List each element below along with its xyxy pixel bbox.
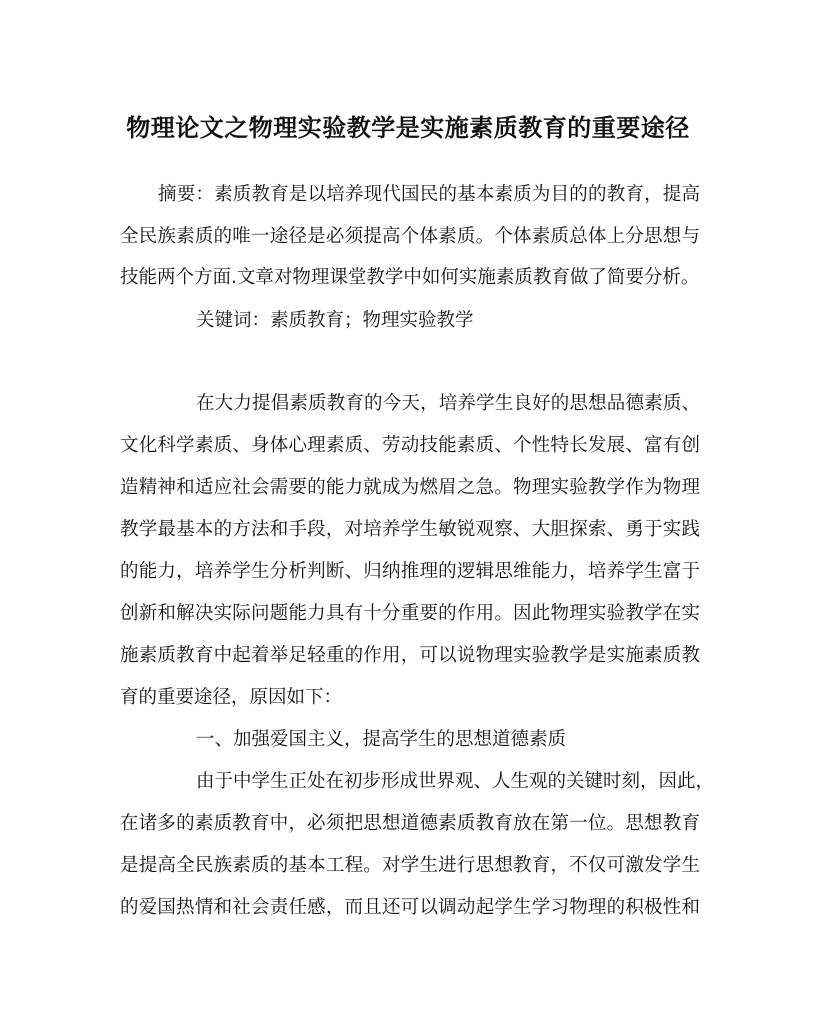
document-title: 物理论文之物理实验教学是实施素质教育的重要途径 bbox=[126, 113, 690, 142]
intro-line: 教学最基本的方法和手段，对培养学生敏锐观察、大胆探索、勇于实践 bbox=[120, 519, 700, 540]
section-heading: 一、加强爱国主义，提高学生的思想道德素质 bbox=[196, 729, 567, 750]
intro-line: 的能力，培养学生分析判断、归纳推理的逻辑思维能力，培养学生富于 bbox=[120, 561, 700, 582]
keywords-line: 关键词：素质教育；物理实验教学 bbox=[196, 310, 474, 331]
section-line: 由于中学生正处在初步形成世界观、人生观的关键时刻，因此， bbox=[196, 771, 715, 792]
abstract-line: 全民族素质的唯一途径是必须提高个体素质。个体素质总体上分思想与 bbox=[120, 226, 700, 247]
section-line: 在诸多的素质教育中，必须把思想道德素质教育放在第一位。思想教育 bbox=[120, 813, 700, 834]
abstract-line: 技能两个方面.文章对物理课堂教学中如何实施素质教育做了简要分析。 bbox=[120, 267, 700, 288]
section-line: 的爱国热情和社会责任感，而且还可以调动起学生学习物理的积极性和 bbox=[120, 897, 700, 918]
intro-line: 施素质教育中起着举足轻重的作用，可以说物理实验教学是实施素质教 bbox=[120, 645, 700, 666]
abstract-line: 摘要：素质教育是以培养现代国民的基本素质为目的的教育，提高 bbox=[158, 184, 700, 205]
intro-line: 文化科学素质、身体心理素质、劳动技能素质、个性特长发展、富有创 bbox=[120, 435, 700, 456]
intro-line: 在大力提倡素质教育的今天，培养学生良好的思想品德素质、 bbox=[196, 393, 700, 414]
intro-line: 创新和解决实际问题能力具有十分重要的作用。因此物理实验教学在实 bbox=[120, 603, 700, 624]
intro-line: 育的重要途径，原因如下： bbox=[120, 687, 343, 708]
section-line: 是提高全民族素质的基本工程。对学生进行思想教育，不仅可激发学生 bbox=[120, 855, 700, 876]
intro-line: 造精神和适应社会需要的能力就成为燃眉之急。物理实验教学作为物理 bbox=[120, 477, 700, 498]
